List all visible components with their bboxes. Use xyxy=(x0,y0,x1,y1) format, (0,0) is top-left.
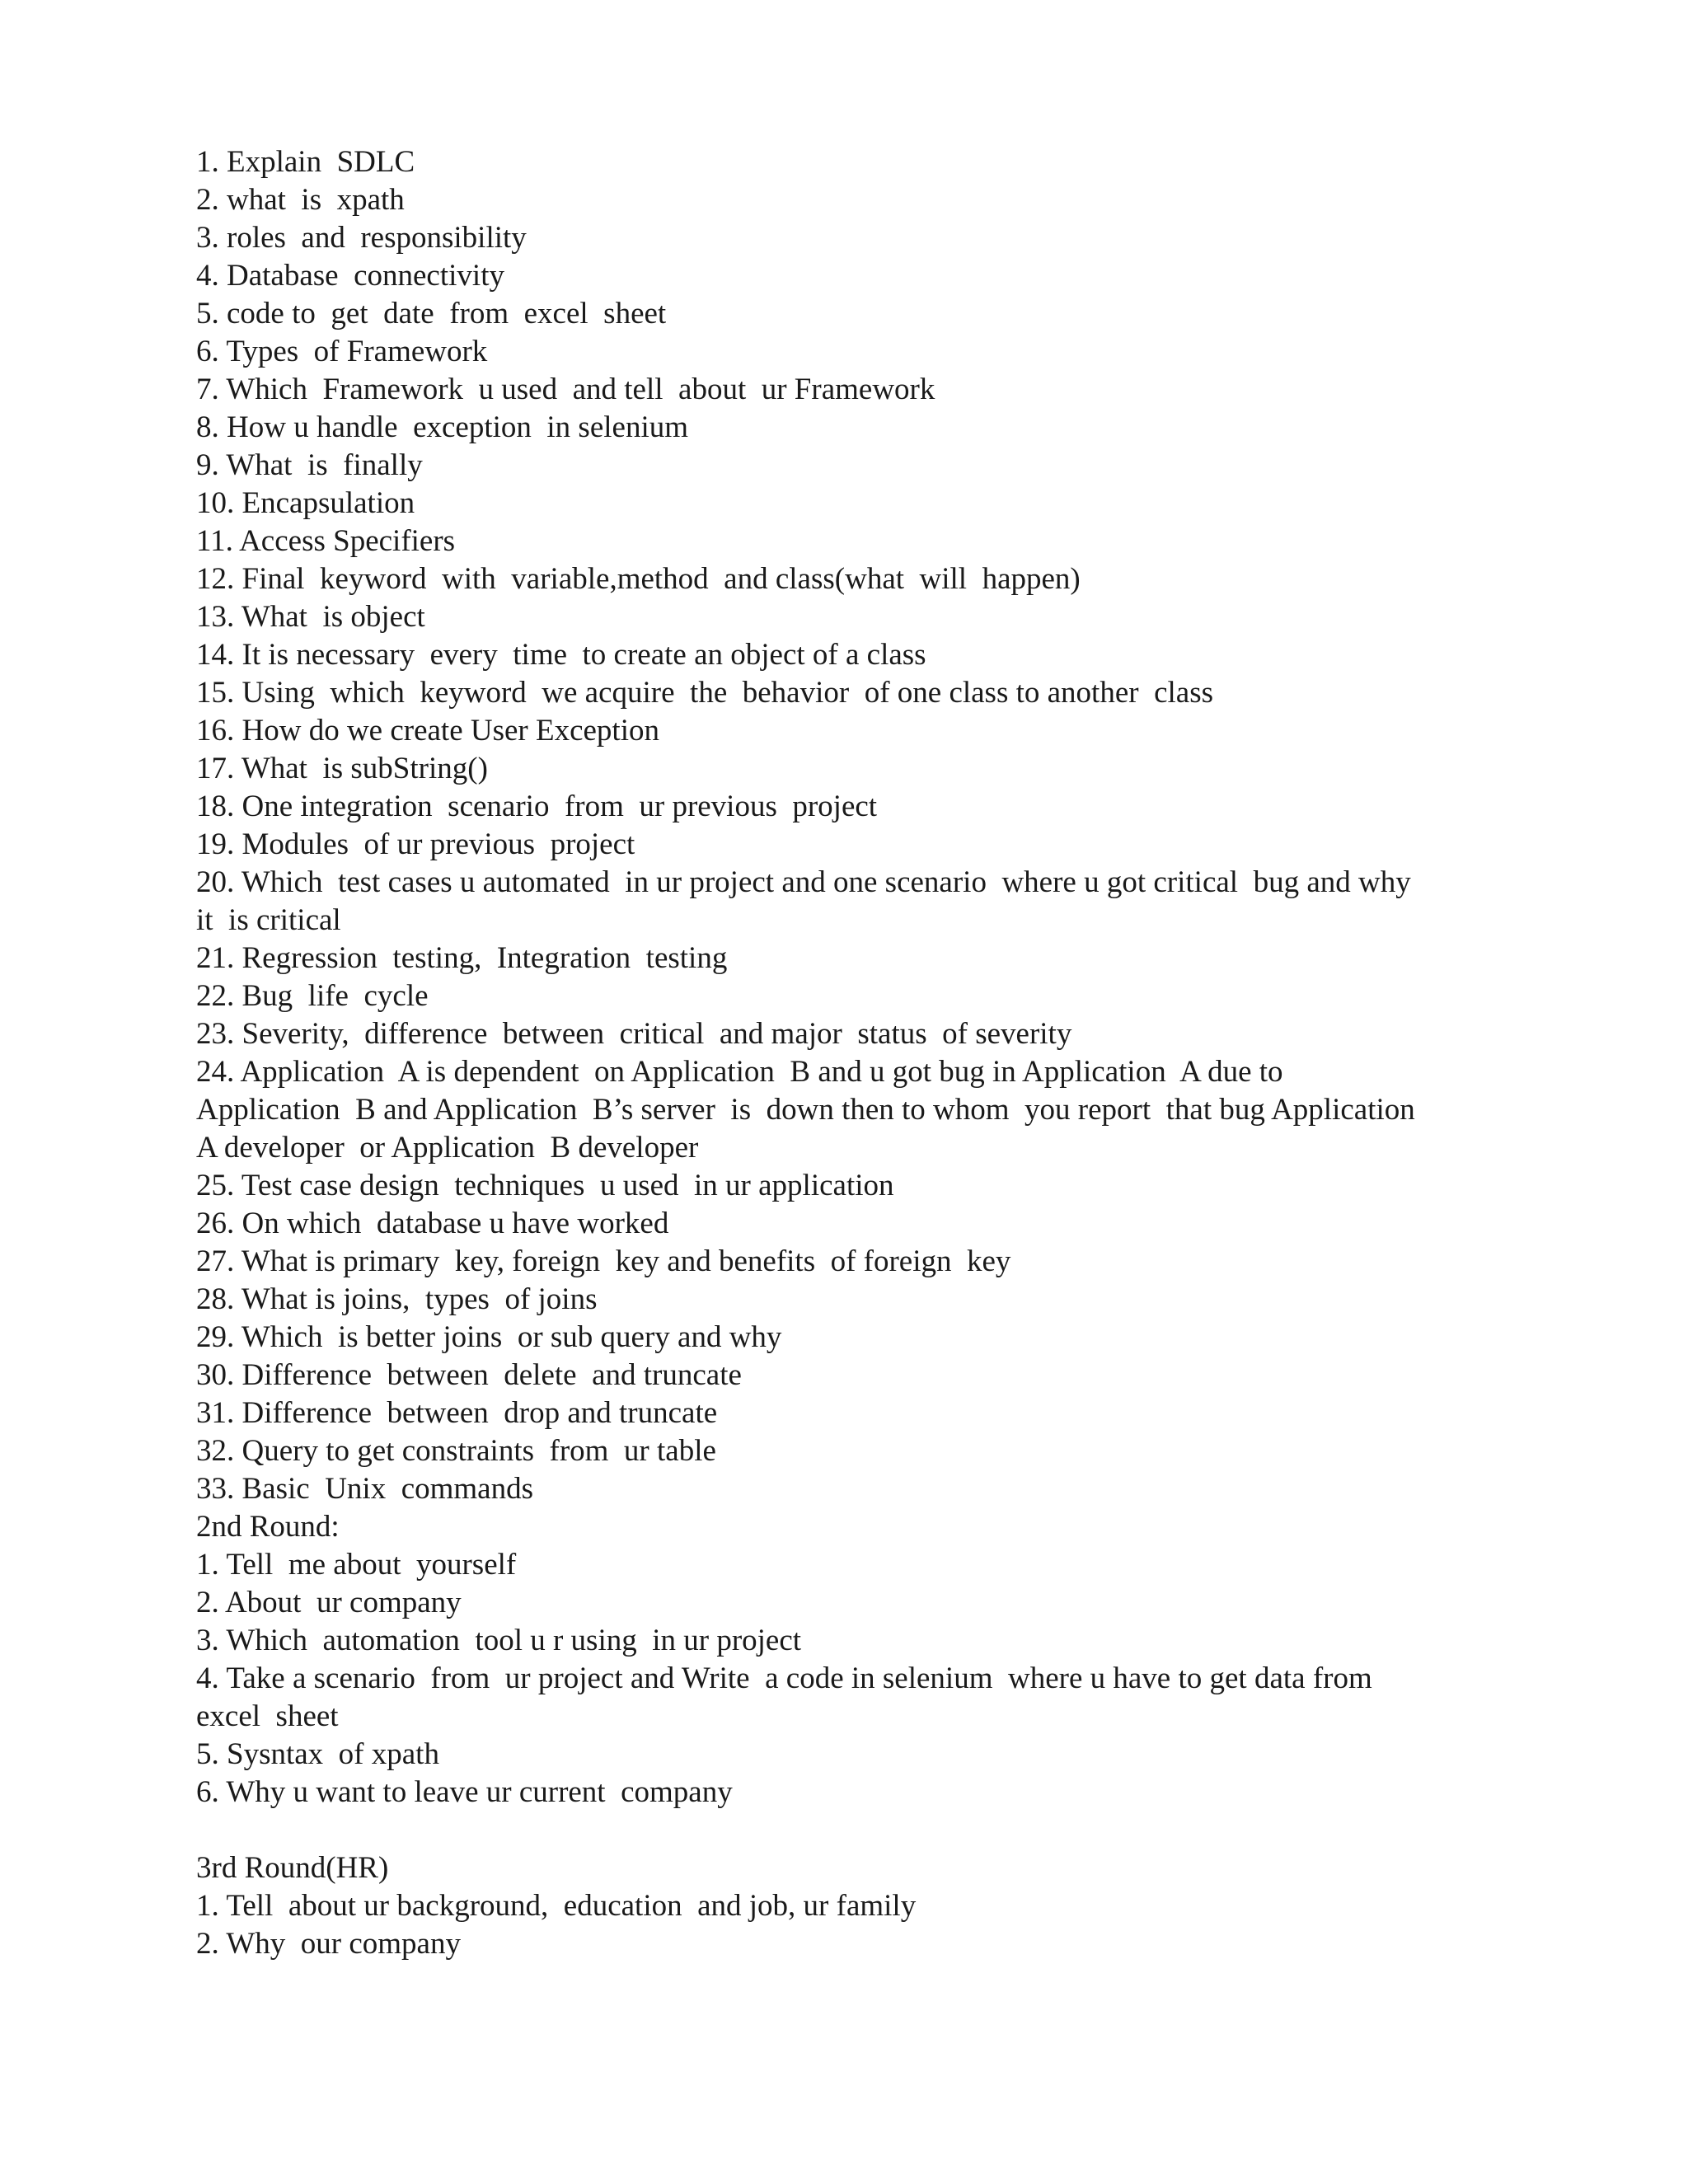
question-line: 19. Modules of ur previous project xyxy=(196,827,635,861)
question-line: 4. Take a scenario from ur project and Write a code in selenium where u have to get data from xyxy=(196,1661,1372,1695)
question-line: 2. Why our company xyxy=(196,1927,461,1961)
question-line: 18. One integration scenario from ur previous project xyxy=(196,790,878,823)
question-line: 16. How do we create User Exception xyxy=(196,714,659,748)
question-line: 6. Why u want to leave ur current company xyxy=(196,1775,733,1809)
question-line: 31. Difference between drop and truncate xyxy=(196,1396,718,1430)
question-line: 2. what is xpath xyxy=(196,183,405,217)
question-line: 5. code to get date from excel sheet xyxy=(196,297,667,330)
question-line: 4. Database connectivity xyxy=(196,259,504,293)
round-3-questions xyxy=(196,1887,1482,1963)
question-line: 28. What is joins, types of joins xyxy=(196,1282,598,1316)
document-page xyxy=(196,143,1482,1963)
question-line: 23. Severity, difference between critical and major status of severity xyxy=(196,1017,1072,1051)
round-2-questions xyxy=(196,1546,1482,1811)
question-line: 22. Bug life cycle xyxy=(196,979,429,1013)
question-line: 30. Difference between delete and truncate xyxy=(196,1358,742,1392)
question-line: 1. Tell about ur background, education and job, ur family xyxy=(196,1889,917,1923)
question-line: 1. Explain SDLC xyxy=(196,145,415,179)
question-line: 14. It is necessary every time to create an object of a class xyxy=(196,638,926,672)
question-line: 12. Final keyword with variable,method and class(what will happen) xyxy=(196,562,1081,596)
question-line: A developer or Application B developer xyxy=(196,1131,699,1165)
question-line: 2. About ur company xyxy=(196,1586,462,1619)
spacer xyxy=(196,1811,1482,1849)
question-line: it is critical xyxy=(196,903,341,937)
question-line: excel sheet xyxy=(196,1699,339,1733)
question-line: 29. Which is better joins or sub query and why xyxy=(196,1320,782,1354)
question-line: 15. Using which keyword we acquire the behavior of one class to another class xyxy=(196,676,1214,710)
question-line: 6. Types of Framework xyxy=(196,335,488,368)
question-line: 20. Which test cases u automated in ur project and one scenario where u got critical bug and why xyxy=(196,865,1411,899)
question-line: 13. What is object xyxy=(196,600,425,634)
question-line: 26. On which database u have worked xyxy=(196,1207,669,1240)
question-line: 7. Which Framework u used and tell about ur Framework xyxy=(196,373,935,406)
question-line: 3. roles and responsibility xyxy=(196,221,527,255)
question-line: 5. Sysntax of xpath xyxy=(196,1737,439,1771)
question-line: 25. Test case design techniques u used in ur application xyxy=(196,1169,894,1202)
question-line: 21. Regression testing, Integration testing xyxy=(196,941,728,975)
question-line: 27. What is primary key, foreign key and benefits of foreign key xyxy=(196,1244,1011,1278)
question-line: 10. Encapsulation xyxy=(196,486,415,520)
question-line: Application B and Application B’s server is down then to whom you report that bug Application xyxy=(196,1093,1415,1127)
round-3-heading: 3rd Round(HR) xyxy=(196,1851,389,1885)
round-1-questions xyxy=(196,143,1482,1508)
question-line: 3. Which automation tool u r using in ur project xyxy=(196,1624,802,1657)
question-line: 24. Application A is dependent on Application B and u got bug in Application A due to xyxy=(196,1055,1283,1089)
question-line: 33. Basic Unix commands xyxy=(196,1472,534,1506)
question-line: 11. Access Specifiers xyxy=(196,524,456,558)
round-2-heading: 2nd Round: xyxy=(196,1510,340,1544)
question-line: 17. What is subString() xyxy=(196,752,488,785)
question-line: 8. How u handle exception in selenium xyxy=(196,410,689,444)
question-line: 9. What is finally xyxy=(196,448,423,482)
question-line: 32. Query to get constraints from ur table xyxy=(196,1434,716,1468)
question-line: 1. Tell me about yourself xyxy=(196,1548,517,1582)
